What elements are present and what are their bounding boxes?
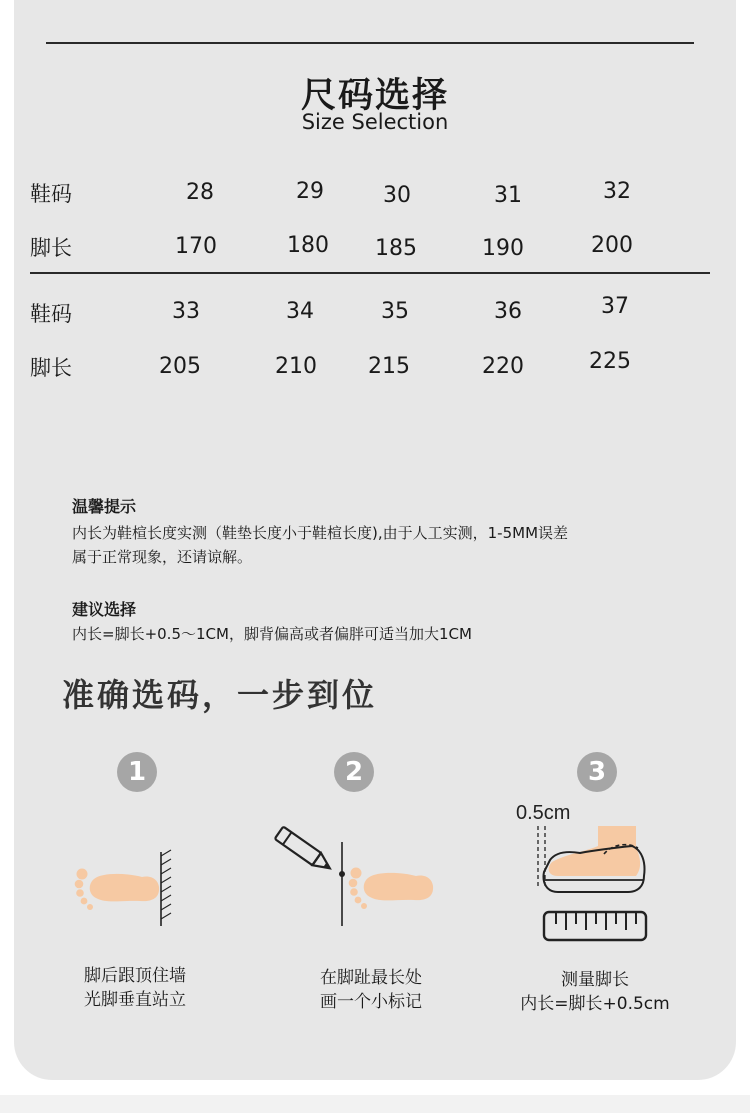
group-divider xyxy=(30,272,710,274)
length-cell: 210 xyxy=(275,354,317,379)
pencil-mark-icon xyxy=(270,826,440,930)
step-caption: 内长=脚长+0.5cm xyxy=(520,994,670,1014)
length-cell: 215 xyxy=(368,354,410,379)
step-number-badge: 3 xyxy=(577,752,617,792)
length-row xyxy=(0,232,750,264)
size-cell: 30 xyxy=(383,183,411,208)
length-cell: 170 xyxy=(175,234,217,259)
size-row xyxy=(0,294,750,330)
size-cell: 32 xyxy=(603,179,631,204)
row-label-length: 脚长 xyxy=(30,236,72,260)
size-cell: 33 xyxy=(172,299,200,324)
measure-annotation: 0.5cm xyxy=(516,802,571,824)
row-label-size: 鞋码 xyxy=(30,182,72,206)
row-label-size: 鞋码 xyxy=(30,302,72,326)
step-caption: 脚后跟顶住墙 xyxy=(84,966,186,986)
advice-title: 建议选择 xyxy=(72,600,137,619)
shoe-measure-icon xyxy=(508,796,668,948)
step-number-badge: 2 xyxy=(334,752,374,792)
page-subtitle: Size Selection xyxy=(301,110,449,134)
length-cell: 185 xyxy=(375,236,417,261)
step-number-badge: 1 xyxy=(117,752,157,792)
advice-line: 内长=脚长+0.5～1CM，脚背偏高或者偏胖可适当加大1CM xyxy=(72,625,472,643)
step-caption: 在脚趾最长处 xyxy=(320,968,422,988)
guide-title: 准确选码，一步到位 xyxy=(62,676,378,714)
page-title: 尺码选择 xyxy=(300,76,449,116)
size-cell: 36 xyxy=(494,299,522,324)
length-cell: 180 xyxy=(287,233,329,258)
size-cell: 28 xyxy=(186,180,214,205)
size-cell: 34 xyxy=(286,299,314,324)
length-cell: 205 xyxy=(159,354,201,379)
warm-tip-title: 温馨提示 xyxy=(72,497,137,516)
length-cell: 225 xyxy=(589,349,631,374)
size-cell: 37 xyxy=(601,294,629,319)
length-cell: 190 xyxy=(482,236,524,261)
length-row xyxy=(0,349,750,384)
page-bottom-strip xyxy=(0,1095,750,1113)
top-divider xyxy=(46,42,694,44)
length-cell: 220 xyxy=(482,354,524,379)
size-row xyxy=(0,178,750,210)
warm-tip-line: 内长为鞋楦长度实测（鞋垫长度小于鞋楦长度),由于人工实测，1-5MM误差 xyxy=(72,524,569,542)
step-caption: 测量脚长 xyxy=(561,970,629,990)
size-cell: 31 xyxy=(494,183,522,208)
foot-wall-icon xyxy=(66,846,186,930)
step-caption: 光脚垂直站立 xyxy=(84,990,186,1010)
size-cell: 29 xyxy=(296,179,324,204)
size-cell: 35 xyxy=(381,299,409,324)
row-label-length: 脚长 xyxy=(30,356,72,380)
length-cell: 200 xyxy=(591,233,633,258)
warm-tip-line: 属于正常现象，还请谅解。 xyxy=(72,548,253,566)
step-caption: 画一个小标记 xyxy=(320,992,422,1012)
